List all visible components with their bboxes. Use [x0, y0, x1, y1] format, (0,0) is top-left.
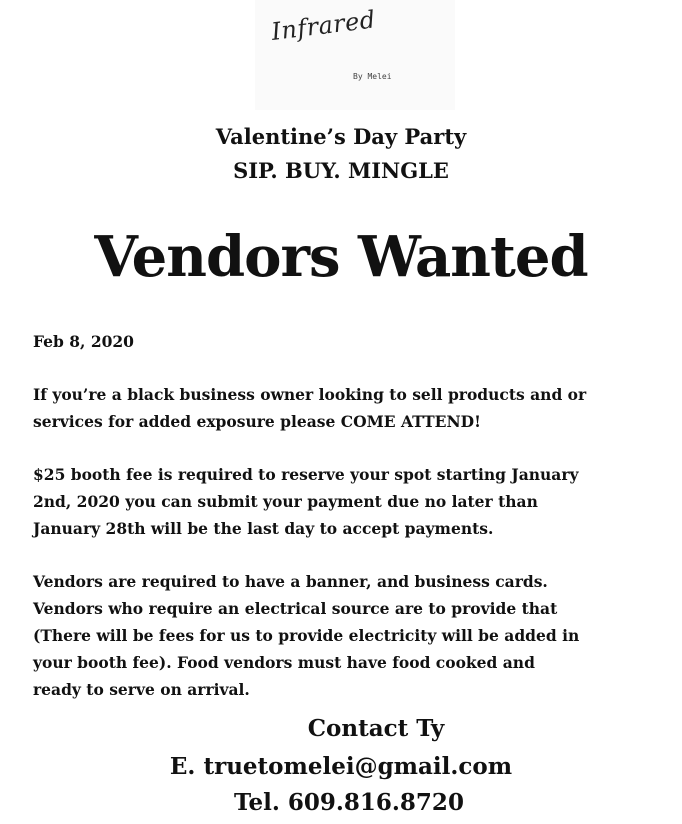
contact-email: E. truetomelei@gmail.com: [169, 753, 513, 780]
text-line: services for added exposure please COME ATTEND!: [33, 412, 481, 431]
event-date-text: Feb 8, 2020: [33, 332, 134, 351]
logo-byline: By Melei: [353, 72, 392, 81]
contact-heading: Contact Ty: [307, 715, 445, 742]
text-line: (There will be fees for us to provide electricity will be added in: [33, 626, 580, 645]
text-line: If you’re a black business owner looking to sell products and or: [33, 385, 587, 404]
contact-phone: Tel. 609.816.8720: [234, 789, 464, 816]
fee-paragraph: [33, 461, 663, 542]
text-line: your booth fee). Food vendors must have food cooked and: [33, 653, 535, 672]
text-line: 2nd, 2020 you can submit your payment due no later than: [33, 492, 538, 511]
brand-logo: [255, 0, 455, 110]
text-line: ready to serve on arrival.: [33, 680, 250, 699]
logo-script-text: Infrared: [269, 5, 378, 46]
text-line: $25 booth fee is required to reserve your spot starting January: [33, 465, 579, 484]
page-headline: Vendors Wanted: [94, 224, 588, 290]
text-line: Vendors are required to have a banner, and business cards.: [33, 572, 548, 591]
event-date: [33, 328, 663, 355]
requirements-paragraph: [33, 568, 663, 703]
event-title: Valentine’s Day Party: [215, 124, 467, 149]
intro-paragraph: [33, 381, 663, 435]
text-line: January 28th will be the last day to accept payments.: [33, 519, 494, 538]
event-tagline: SIP. BUY. MINGLE: [233, 158, 449, 183]
text-line: Vendors who require an electrical source are to provide that: [33, 599, 558, 618]
